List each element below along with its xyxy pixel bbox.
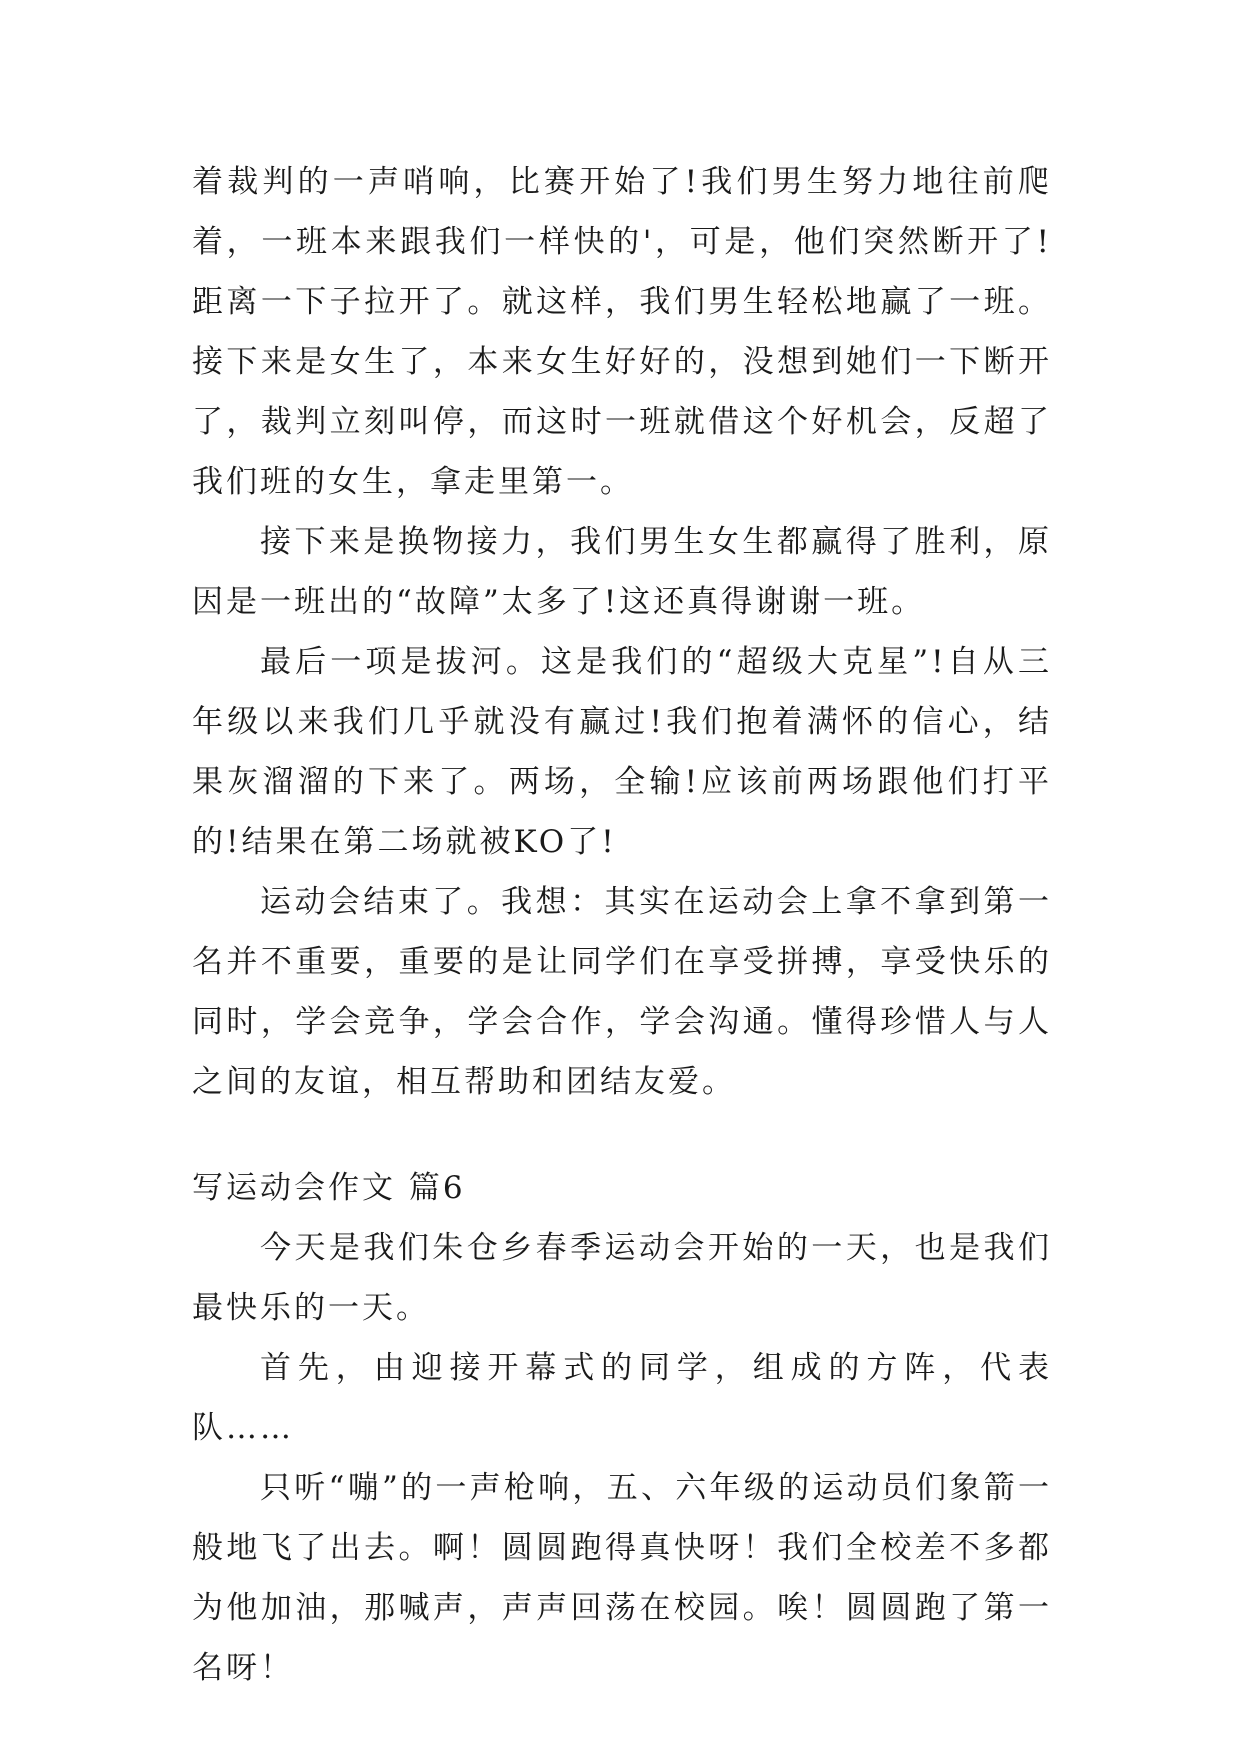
paragraph-crawling-race: 着裁判的一声哨响，比赛开始了!我们男生努力地往前爬着，一班本来跟我们一样快的'，可是，他们突然断开了!距离一下子拉开了。就这样，我们男生轻松地赢了一班。接下来是女生了，本来女生好好的，没想到她们一下断开了，裁判立刻叫停，而这时一班就借这个好机会，反超了我们班的女生，拿走里第一。 [192,164,1052,500]
paragraph-race: 只听“嘣”的一声枪响，五、六年级的运动员们象箭一般地飞了出去。啊！圆圆跑得真快呀！我们全校差不多都为他加油，那喊声，声声回荡在校园。唉！圆圆跑了第一名呀！ [192,1470,1052,1686]
paragraph-relay: 接下来是换物接力，我们男生女生都赢得了胜利，原因是一班出的“故障”太多了!这还真得谢谢一班。 [192,524,1052,620]
paragraph-opening-day: 今天是我们朱仓乡春季运动会开始的一天，也是我们最快乐的一天。 [192,1230,1052,1326]
paragraph-tug-of-war: 最后一项是拔河。这是我们的“超级大克星”!自从三年级以来我们几乎就没有赢过!我们抱着满怀的信心，结果灰溜溜的下来了。两场，全输!应该前两场跟他们打平的!结果在第二场就被KO了! [192,644,1052,860]
essay-heading: 写运动会作文 篇6 [192,1170,466,1206]
paragraph-opening-ceremony: 首先，由迎接开幕式的同学，组成的方阵，代表队…… [192,1350,1052,1446]
paragraph-conclusion: 运动会结束了。我想：其实在运动会上拿不拿到第一名并不重要，重要的是让同学们在享受拼搏，享受快乐的同时，学会竞争，学会合作，学会沟通。懂得珍惜人与人之间的友谊，相互帮助和团结友爱。 [192,884,1052,1100]
document-body [192,152,1052,1698]
